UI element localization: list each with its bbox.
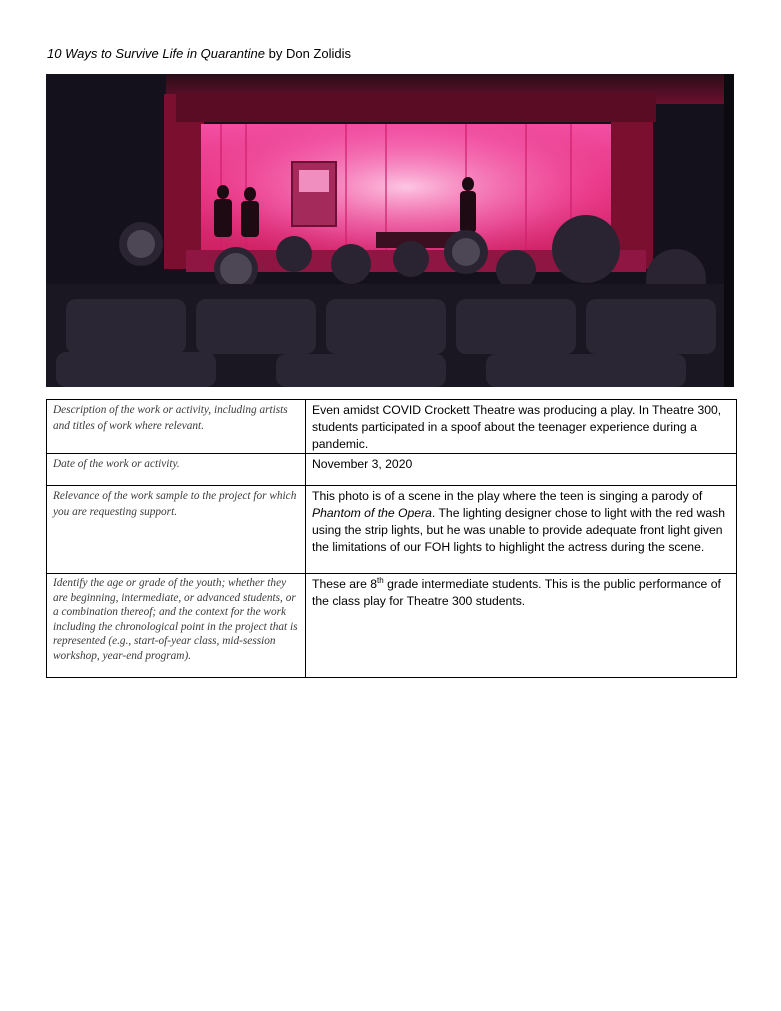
answer-cell: [306, 574, 737, 678]
answer-cell: [306, 486, 737, 574]
answer-text: This photo is of a scene in the play where the teen is singing a parody of: [312, 489, 703, 503]
answer-text: grade intermediate students. This is the public performance of the class play for Theatre 300 students.: [312, 577, 721, 608]
answer-cell: Even amidst COVID Crockett Theatre was producing a play. In Theatre 300, students participated in a spoof about the teenager experience during a pandemic.: [306, 400, 737, 454]
document-title: [47, 45, 351, 63]
question-cell: Relevance of the work sample to the project for which you are requesting support.: [47, 486, 306, 574]
play-title: 10 Ways to Survive Life in Quarantine: [47, 46, 265, 61]
stage-scene-photo: [46, 74, 734, 387]
question-cell: Identify the age or grade of the youth; whether they are beginning, intermediate, or advanced students, or a combination thereof; and the context for the work including the chronological point in the project that is represented (e.g., start-of-year class, mid-session workshop, year-end program).: [47, 574, 306, 678]
table-row: [47, 400, 737, 454]
answer-text: These are 8: [312, 577, 378, 591]
answer-cell: November 3, 2020: [306, 454, 737, 486]
table-row: [47, 454, 737, 486]
answer-text: . The lighting designer chose to light with the red wash using the strip lights, but he was unable to provide adequate front light given the limitations of our FOH lights to highlight the actress during the scene.: [312, 506, 726, 554]
question-cell: Description of the work or activity, including artists and titles of work where relevant.: [47, 400, 306, 454]
table-row: [47, 574, 737, 678]
question-cell: Date of the work or activity.: [47, 454, 306, 486]
ordinal-suffix: th: [377, 575, 384, 585]
table-row: [47, 486, 737, 574]
opera-title: Phantom of the Opera: [312, 506, 432, 520]
byline: by Don Zolidis: [265, 46, 351, 61]
work-sample-table: [46, 399, 737, 678]
